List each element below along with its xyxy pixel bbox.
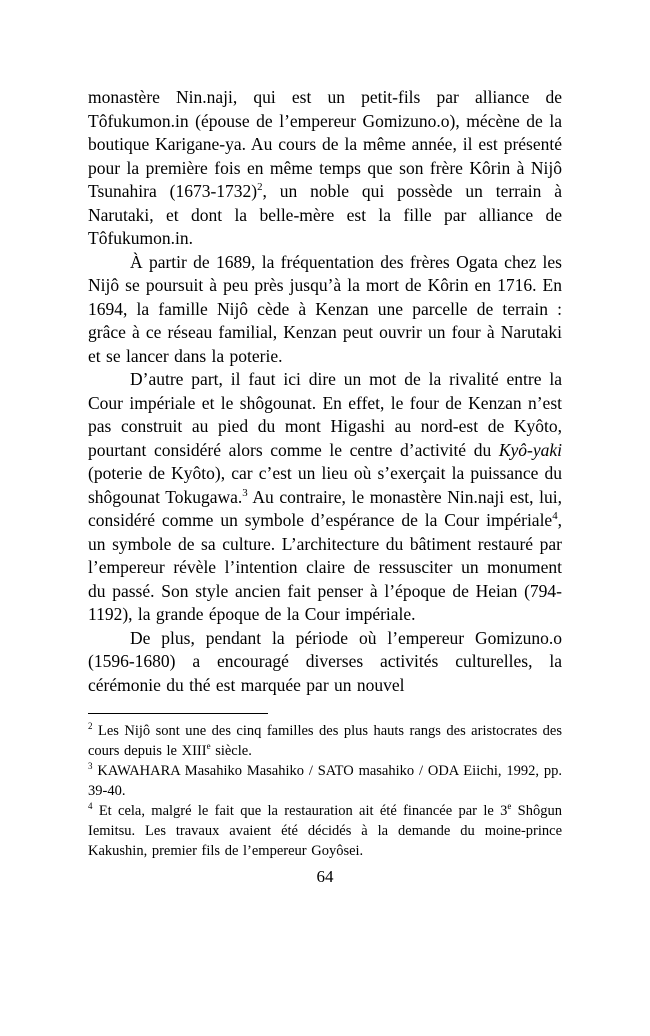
page-number: 64 [316,867,334,886]
body-paragraph-3: D’autre part, il faut ici dire un mot de la rivalité entre la Cour impériale et le shôgounat. En effet, le four de Kenzan n’est pas construit au pied du mont Higashi au nord-est de Kyôto, pourtant considéré alors comme le centre d’activité du Kyô-yaki (poterie de Kyôto), car c’est un lieu où s’exerçait la puissance du shôgounat Tokugawa.$^3$ Au contraire, le monastère Nin.naji est, lui, considéré comme un symbole d’espérance de la Cour impériale$^4$, un symbole de sa culture. L’architecture du bâtiment restauré par l’empereur révèle l’intention claire de ressusciter un monument du passé. Son style ancien fait penser à l’époque de Heian (794-1192), la grande époque de la Cour impériale. [88,369,562,624]
footnote-3: $^3$ KAWAHARA Masahiko Masahiko / SATO masahiko / ODA Eiichi, 1992, pp. 39-40. [88,761,562,799]
body-paragraph-4: De plus, pendant la période où l’empereur Gomizuno.o (1596-1680) a encouragé diverses activités culturelles, la cérémonie du thé est marquée par un nouvel [88,627,562,695]
footnote-4: $^4$ Et cela, malgré le fait que la restauration ait été financée par le 3e Shôgun Iemitsu. Les travaux avaient été décidés à la demande du moine-prince Kakushin, premier fils de l’empereur Goyôsei. [88,801,562,859]
footnote-separator [88,713,268,714]
body-paragraph-2: À partir de 1689, la fréquentation des frères Ogata chez les Nijô se poursuit à peu près jusqu’à la mort de Kôrin en 1716. En 1694, la famille Nijô cède à Kenzan une parcelle de terrain : grâce à ce réseau familial, Kenzan peut ouvrir un four à Narutaki et se lancer dans la poterie. [88,251,562,366]
text-block [88,86,562,888]
footnote-2: $^2$ Les Nijô sont une des cinq familles des plus hauts rangs des aristocrates des cours depuis le XIIIe siècle. [88,721,562,759]
body-paragraph-1: monastère Nin.naji, qui est un petit-fils par alliance de Tôfukumon.in (épouse de l’empereur Gomizuno.o), mécène de la boutique Karigane-ya. Au cours de la même année, il est présenté pour la première fois en même temps que son frère Kôrin à Nijô Tsunahira (1673-1732)$^2$, un noble qui possède un terrain à Narutaki, et dont la belle-mère est la fille par alliance de Tôfukumon.in. [88,87,562,248]
